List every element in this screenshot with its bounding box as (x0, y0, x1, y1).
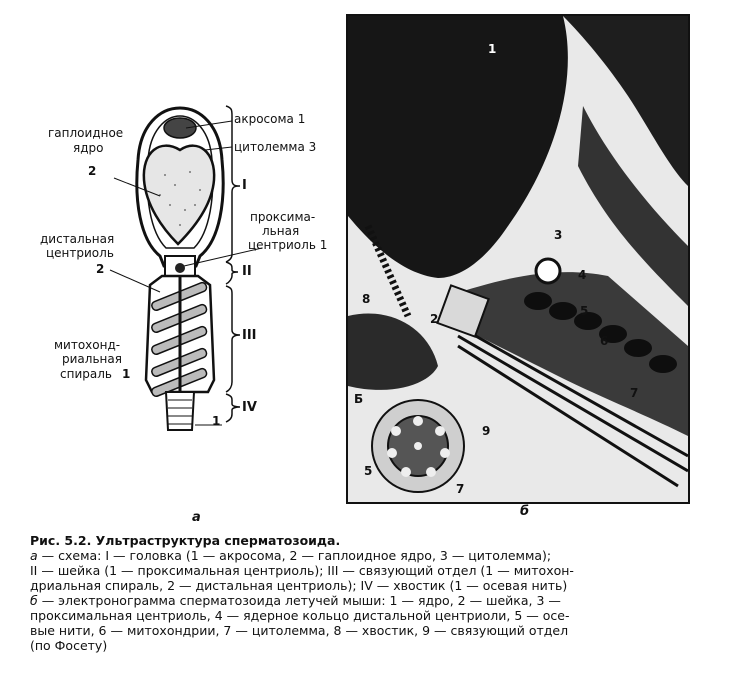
label-proximal-2: льная (262, 224, 300, 238)
section-I: I (242, 178, 247, 193)
label-haploid-2: ядро (73, 141, 104, 155)
electron-micrograph (346, 14, 690, 504)
micrograph-label-9: 9 (482, 424, 491, 438)
figure-caption (30, 533, 710, 653)
micrograph-centriole (536, 259, 560, 283)
micrograph-label-4: 4 (578, 268, 587, 282)
panel-a-letter: а (192, 510, 201, 525)
micrograph-label-7: 7 (630, 386, 639, 400)
caption-line-5: проксимальная центриоль, 4 — ядерное кольцо дистальной центриоли, 5 — осе- (30, 608, 570, 623)
label-distal-2: центриоль (46, 246, 114, 260)
micrograph-label-5: 5 (580, 304, 589, 318)
label-mito-2: риальная (62, 352, 122, 366)
label-mito-number: 1 (122, 367, 131, 381)
label-proximal-3: центриоль 1 (248, 238, 328, 252)
caption-line-3: дриальная спираль, 2 — дистальная центриоль); IV — хвостик (1 — осевая нить) (30, 578, 568, 593)
micrograph-inset-letter: Б (354, 392, 364, 406)
panel-b-letter: б (520, 504, 530, 519)
section-III: III (242, 328, 257, 343)
caption-title: Рис. 5.2. Ультраструктура сперматозоида. (30, 533, 341, 548)
micrograph-inset-label-5: 5 (364, 464, 373, 478)
caption-line-1: а — схема: I — головка (1 — акросома, 2 — гаплоидное ядро, 3 — цитолемма); (30, 548, 552, 563)
micrograph-label-1: 1 (488, 42, 497, 56)
proximal-centriole (175, 263, 185, 273)
section-IV: IV (242, 400, 257, 415)
label-nucleus-number: 2 (88, 164, 97, 178)
label-mito-3: спираль (60, 367, 112, 381)
label-tail-number: 1 (212, 414, 221, 428)
section-II: II (242, 264, 252, 279)
caption-line-7: (по Фосету) (30, 638, 108, 653)
label-distal-1: дистальная (40, 232, 115, 246)
micrograph-label-3: 3 (554, 228, 563, 242)
micrograph-label-8: 8 (362, 292, 371, 306)
micrograph-inset-label-7: 7 (456, 482, 465, 496)
label-haploid-1: гаплоидное (48, 126, 124, 140)
label-mito-1: митохонд- (54, 338, 121, 352)
micrograph-art (348, 16, 688, 502)
acrosome (164, 118, 196, 138)
label-acrosome: акросома 1 (234, 112, 306, 126)
label-cytolemma: цитолемма 3 (234, 140, 317, 154)
caption-line-2: II — шейка (1 — проксимальная центриоль); III — связующий отдел (1 — митохон- (30, 563, 574, 578)
caption-line-4: б — электронограмма сперматозоида летучей мыши: 1 — ядро, 2 — шейка, 3 — (30, 593, 561, 608)
micrograph-label-2: 2 (430, 312, 439, 326)
label-proximal-1: проксима- (250, 210, 316, 224)
label-distal-number: 2 (96, 262, 105, 276)
micrograph-label-6: 6 (600, 334, 609, 348)
caption-line-6: вые нити, 6 — митохондрии, 7 — цитолемма, 8 — хвостик, 9 — связующий отдел (30, 623, 569, 638)
